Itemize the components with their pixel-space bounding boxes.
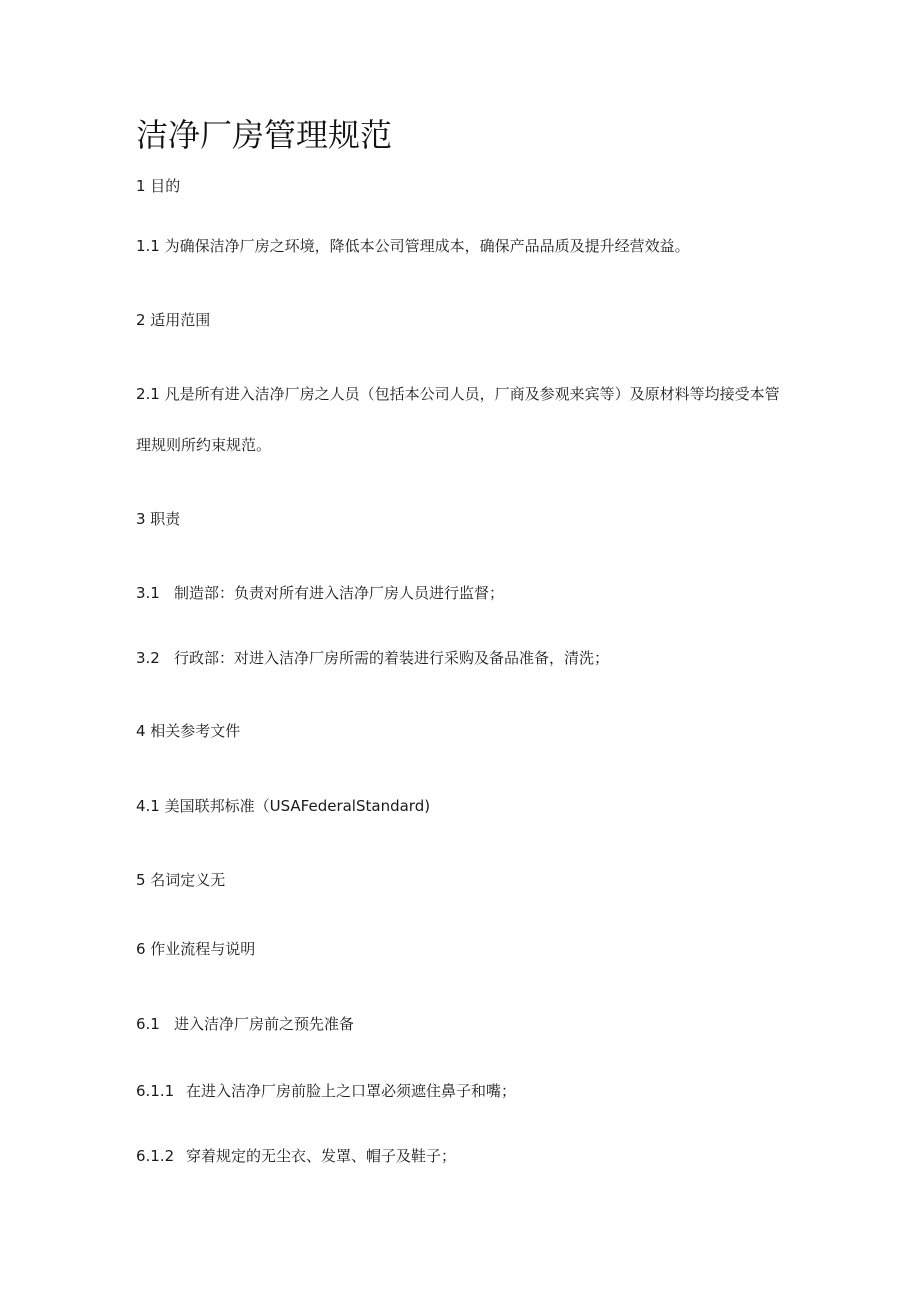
document-title: 洁净厂房管理规范 — [136, 116, 393, 154]
item-6-1 — [136, 1013, 354, 1035]
section-heading-references: 4 相关参考文件 — [136, 722, 241, 740]
section-heading-procedure: 6 作业流程与说明 — [136, 940, 256, 958]
item-text: 在进入洁净厂房前脸上之口罩必须遮住鼻子和嘴； — [186, 1082, 517, 1100]
item-text: 穿着规定的无尘衣、发罩、帽子及鞋子； — [186, 1147, 457, 1165]
item-number: 6.1 — [136, 1015, 160, 1033]
item-text: 进入洁净厂房前之预先准备 — [174, 1015, 355, 1033]
item-3-1 — [136, 582, 504, 604]
section-heading-scope: 2 适用范围 — [136, 311, 211, 329]
item-6-1-2 — [136, 1145, 456, 1167]
section-heading-responsibilities: 3 职责 — [136, 510, 181, 528]
item-number: 3.2 — [136, 649, 160, 667]
section-heading-definitions: 5 名词定义无 — [136, 871, 226, 889]
section-heading-purpose: 1 目的 — [136, 177, 181, 195]
item-text: 行政部：对进入洁净厂房所需的着装进行采购及备品准备，清洗； — [174, 649, 610, 667]
paragraph-2-1-line2: 理规则所约束规范。 — [136, 436, 272, 454]
paragraph-1-1: 1.1 为确保洁净厂房之环境，降低本公司管理成本，确保产品品质及提升经营效益。 — [136, 237, 690, 255]
item-number: 6.1.1 — [136, 1082, 175, 1100]
item-number: 6.1.2 — [136, 1147, 175, 1165]
item-text: 制造部：负责对所有进入洁净厂房人员进行监督； — [174, 584, 505, 602]
item-6-1-1 — [136, 1080, 516, 1102]
paragraph-2-1-line1: 2.1 凡是所有进入洁净厂房之人员（包括本公司人员，厂商及参观来宾等）及原材料等均接受本管 — [136, 385, 780, 403]
item-3-2 — [136, 647, 609, 669]
item-number: 3.1 — [136, 584, 160, 602]
paragraph-4-1: 4.1 美国联邦标准（USAFederalStandard) — [136, 797, 431, 815]
